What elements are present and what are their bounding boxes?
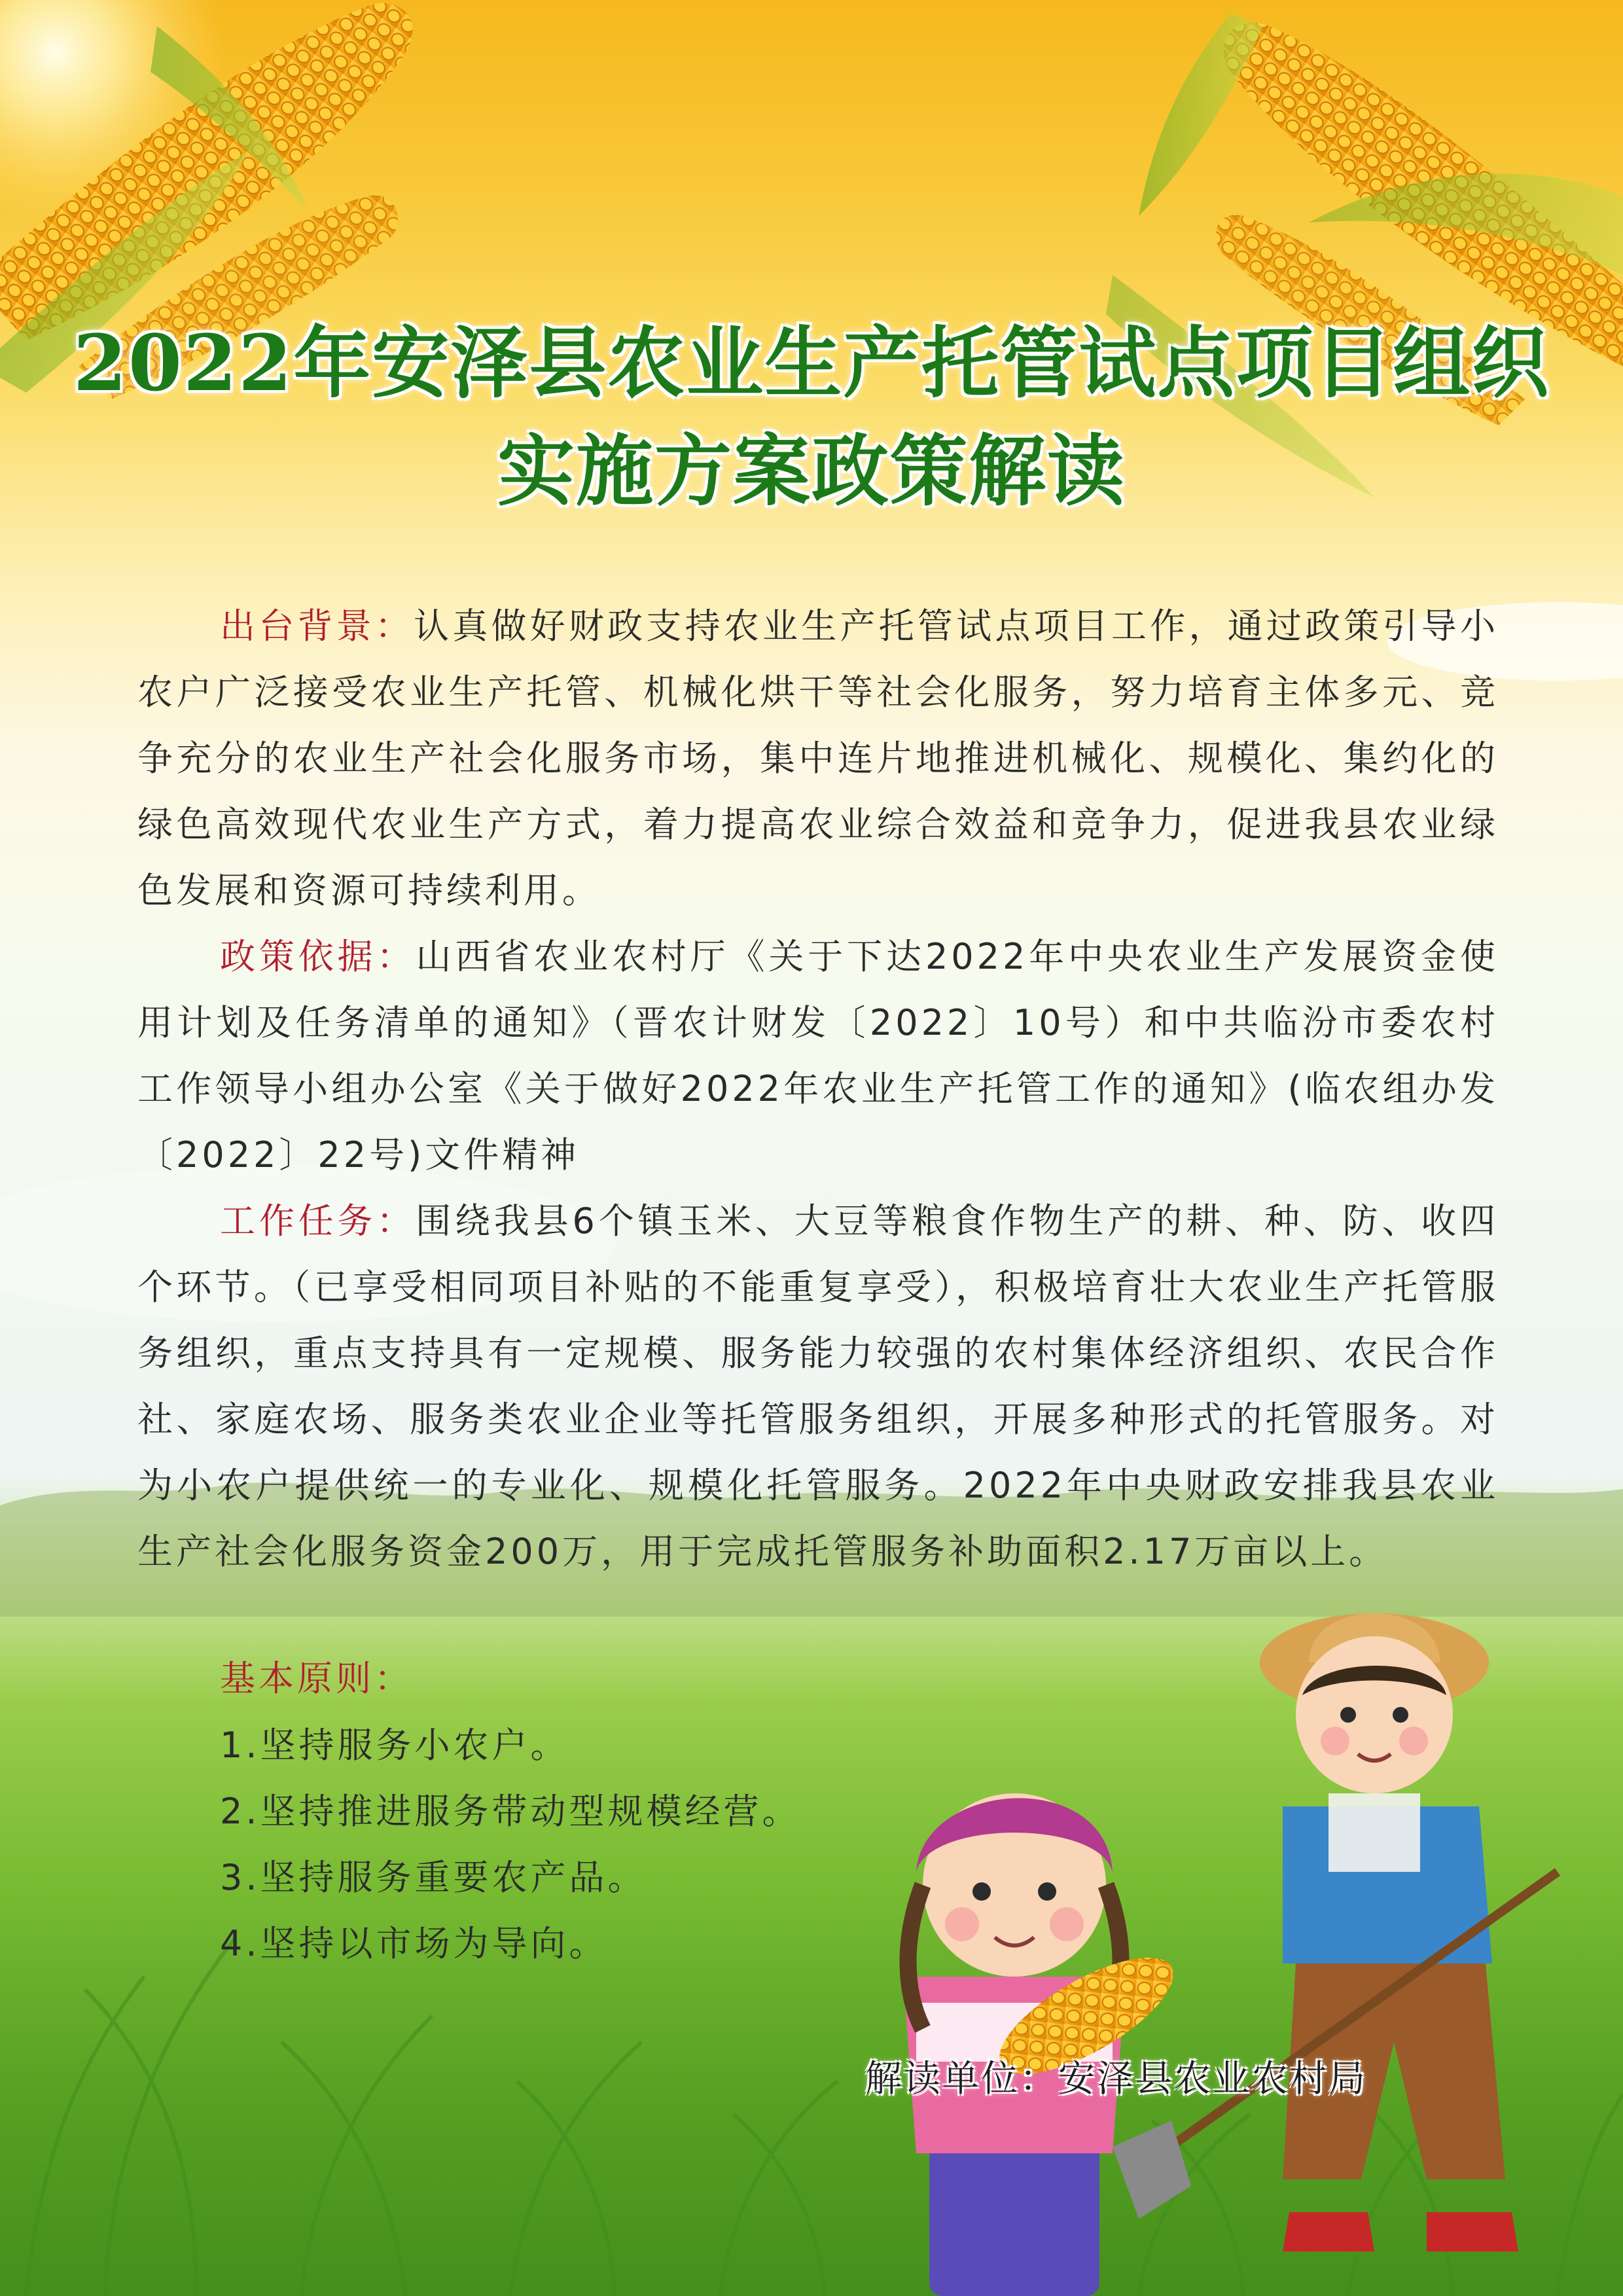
section-basis-text: 山西省农业农村厅《关于下达2022年中央农业生产发展资金使用计划及任务清单的通知》（晋农计财发〔2022〕10号）和中共临汾市委农村工作领导小组办公室《关于做好2022年农业生产托管工作的通知》(临农组办发〔2022〕22号)文件精神: [137, 936, 1499, 1175]
section-tasks-label: 工作任务：: [220, 1200, 416, 1242]
section-tasks-text: 围绕我县6个镇玉米、大豆等粮食作物生产的耕、种、防、收四个环节。（已享受相同项目补贴的不能重复享受），积极培育壮大农业生产托管服务组织，重点支持具有一定规模、服务能力较强的农村集体经济组织、农民合作社、家庭农场、服务类农业企业等托管服务组织，开展多种形式的托管服务。对为小农户提供统一的专业化、规模化托管服务。2022年中央财政安排我县农业生产社会化服务资金200万，用于完成托管服务补助面积2.17万亩以上。: [137, 1200, 1499, 1572]
issuer-signature: 解读单位：安泽县农业农村局: [865, 2058, 1367, 2100]
section-tasks: [137, 1188, 1499, 1585]
section-basis-label: 政策依据：: [220, 936, 416, 977]
principle-item: 4.坚持以市场为导向。: [220, 1923, 608, 1964]
section-background-text: 认真做好财政支持农业生产托管试点项目工作，通过政策引导小农户广泛接受农业生产托管、机械化烘干等社会化服务，努力培育主体多元、竞争充分的农业生产社会化服务市场，集中连片地推进机械化、规模化、集约化的绿色高效现代农业生产方式，着力提高农业综合效益和竞争力，促进我县农业绿色发展和资源可持续利用。: [137, 605, 1499, 911]
section-principles-label: 基本原则：: [220, 1658, 413, 1699]
section-background-label: 出台背景：: [220, 605, 414, 647]
principle-item: 3.坚持服务重要农产品。: [220, 1857, 647, 1898]
page-title-line2: 实施方案政策解读: [497, 425, 1126, 516]
section-basis: [137, 924, 1499, 1188]
page-title-line1: 2022年安泽县农业生产托管试点项目组织: [73, 317, 1550, 408]
principle-item: 1.坚持服务小农户。: [220, 1725, 569, 1766]
principle-item: 2.坚持推进服务带动型规模经营。: [220, 1791, 801, 1832]
section-background: [137, 593, 1499, 924]
